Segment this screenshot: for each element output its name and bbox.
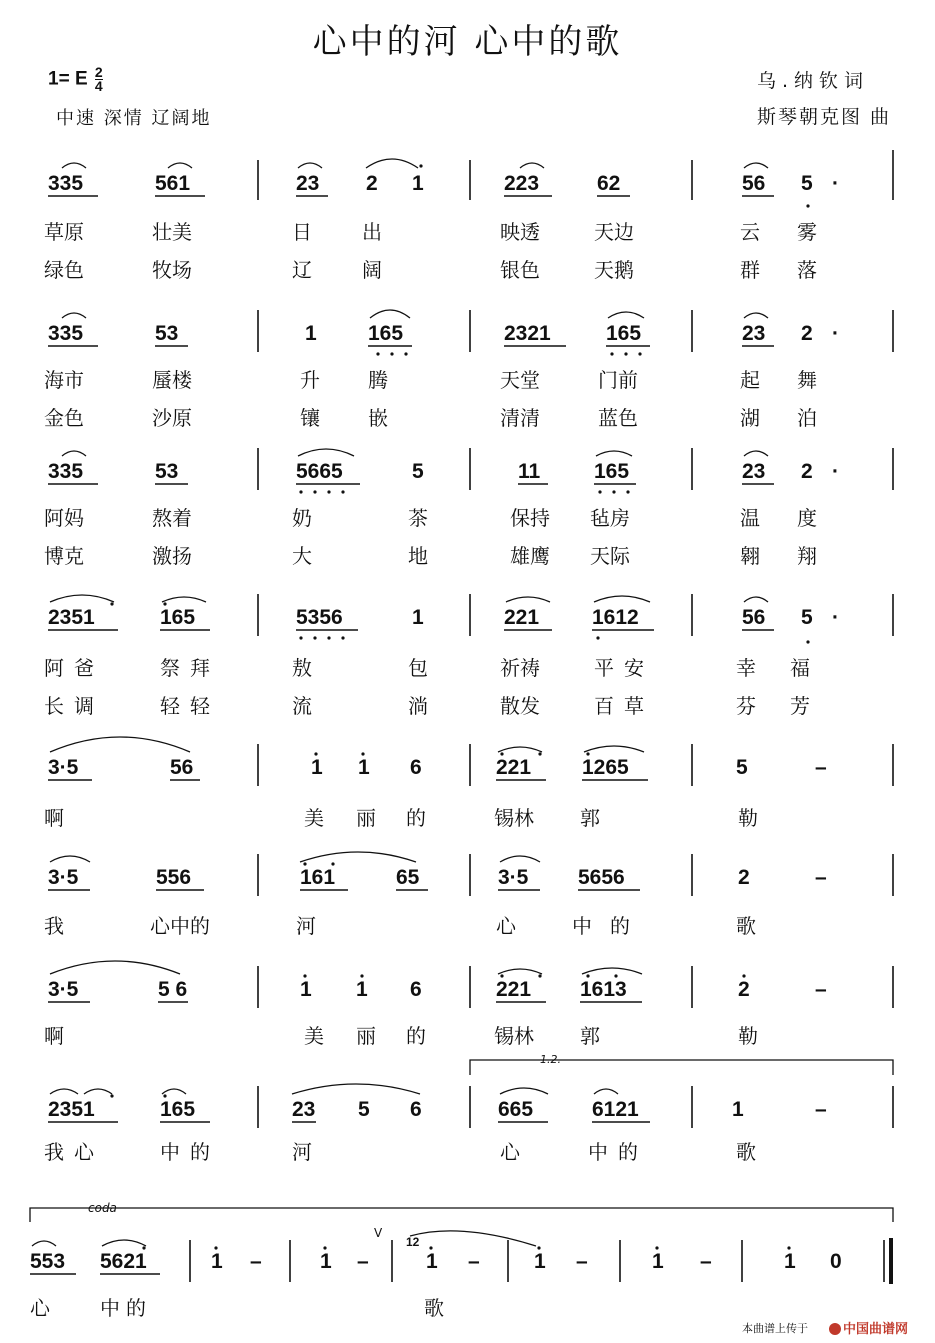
- lyric: 出: [362, 220, 382, 244]
- note-group: 1: [211, 1250, 223, 1273]
- note-group: 5621: [100, 1250, 147, 1273]
- lyric: 蜃楼: [152, 368, 192, 392]
- note-group: 23: [742, 460, 766, 483]
- note-group: 23: [296, 172, 320, 195]
- volta-brackets: [30, 1060, 893, 1222]
- lyric: 芳: [790, 694, 810, 718]
- dash-marker: –: [815, 756, 827, 779]
- volta-label: 1.2.: [540, 1053, 561, 1066]
- lyric: 保持: [510, 506, 550, 530]
- dot-marker: ·: [832, 606, 839, 629]
- note-group: 5: [736, 756, 748, 779]
- note-group: 2351: [48, 606, 95, 629]
- lyric: 起: [740, 368, 760, 392]
- note-group: 165: [368, 322, 404, 345]
- lyric: 包: [408, 656, 428, 680]
- note-group: 165: [160, 1098, 196, 1121]
- lyric: 勒: [738, 1024, 758, 1048]
- lyric: 雄鹰: [510, 544, 550, 568]
- lyric: 奶: [292, 506, 312, 530]
- final-barline: [889, 1238, 893, 1284]
- note-group: 556: [156, 866, 192, 889]
- note-group: 3·5: [48, 978, 79, 1001]
- note-group: 335: [48, 172, 84, 195]
- lyric: 阿爸: [44, 656, 104, 680]
- note-group: 1: [300, 978, 312, 1001]
- lyric: 牧场: [152, 258, 192, 282]
- note-group: 3·5: [48, 866, 79, 889]
- lyric: 博克: [44, 544, 84, 568]
- lyric: 啊: [44, 1024, 64, 1048]
- octave-dots: [110, 164, 809, 1249]
- tempo-marking: 中速 深情 辽阔地: [56, 108, 212, 129]
- note-group: 2: [738, 866, 750, 889]
- note-group: 1: [358, 756, 370, 779]
- note-group: 561: [155, 172, 191, 195]
- lyric: 翔: [797, 544, 817, 568]
- lyric: 美: [304, 1024, 324, 1048]
- lyric: 我心: [44, 1140, 104, 1164]
- lyric: 散发: [500, 694, 540, 718]
- note-group: 6: [410, 756, 422, 779]
- dash-marker: –: [815, 866, 827, 889]
- lyric: 雾: [797, 220, 817, 244]
- note-group: 2: [801, 460, 813, 483]
- lyric: 美: [304, 806, 324, 830]
- note-group: 6: [410, 978, 422, 1001]
- lyric: 河: [292, 1140, 312, 1164]
- lyric: 绿色: [44, 258, 84, 282]
- grace-notes: 12: [406, 1235, 420, 1249]
- breath-mark: V: [374, 1226, 383, 1240]
- note-group: 1: [652, 1250, 664, 1273]
- lyric: 阿妈: [44, 506, 84, 530]
- note-group: 5: [358, 1098, 370, 1121]
- dash-marker: –: [700, 1250, 712, 1273]
- lyric: 芬: [736, 694, 756, 718]
- note-group: 23: [742, 322, 766, 345]
- lyric: 中: [572, 914, 592, 938]
- lyric: 平安: [594, 656, 654, 680]
- lyric: 毡房: [590, 506, 630, 530]
- lyric: 草原: [44, 220, 84, 244]
- lyric: 湖: [740, 406, 760, 430]
- lyric: 勒: [738, 806, 758, 830]
- lyric: 云: [740, 220, 760, 244]
- note-group: 6: [410, 1098, 422, 1121]
- lyric: 泊: [797, 406, 817, 430]
- lyric: 辽: [292, 258, 312, 282]
- note-group: 553: [30, 1250, 66, 1273]
- lyric: 温: [740, 506, 760, 530]
- coda-label: coda: [88, 1201, 117, 1215]
- lyric: 的: [406, 1024, 426, 1048]
- key-label: 1= E: [48, 68, 88, 90]
- lyric: 天际: [590, 544, 630, 568]
- lyric: 度: [797, 506, 817, 530]
- lyric: 心: [30, 1296, 50, 1320]
- note-group: 1: [311, 756, 323, 779]
- note-group: 5: [412, 460, 424, 483]
- note-group: 335: [48, 322, 84, 345]
- dash-marker: –: [815, 978, 827, 1001]
- note-group: 165: [594, 460, 630, 483]
- lyric: 天鹅: [594, 258, 634, 282]
- dot-marker: ·: [832, 460, 839, 483]
- note-group: 1: [412, 172, 424, 195]
- lyric: 中的: [588, 1140, 648, 1164]
- note-group: 56: [742, 606, 766, 629]
- lyric: 熬着: [152, 506, 192, 530]
- dash-marker: –: [250, 1250, 262, 1273]
- lyric: 啊: [44, 806, 64, 830]
- note-group: 5356: [296, 606, 343, 629]
- note-group: 1612: [592, 606, 639, 629]
- lyric: 歌: [736, 1140, 756, 1164]
- lyric: 淌: [408, 694, 428, 718]
- lyric: 日: [292, 220, 312, 244]
- note-group: 2321: [504, 322, 551, 345]
- note-group: 5665: [296, 460, 343, 483]
- lyric: 轻轻: [160, 694, 220, 718]
- lyric: 腾: [368, 368, 388, 392]
- note-group: 335: [48, 460, 84, 483]
- note-group: 223: [504, 172, 540, 195]
- lyric: 大: [292, 544, 312, 568]
- dash-marker: –: [815, 1098, 827, 1121]
- note-group: 161: [300, 866, 336, 889]
- lyric: 群: [740, 258, 760, 282]
- dot-marker: ·: [832, 172, 839, 195]
- note-group: 5 6: [158, 978, 188, 1001]
- lyric: 阔: [362, 258, 382, 282]
- note-group: 56: [742, 172, 766, 195]
- lyricist-credit: 乌.纳钦词: [757, 70, 870, 92]
- note-group: 165: [606, 322, 642, 345]
- lyric: 落: [797, 258, 817, 282]
- lyric: 镶: [300, 406, 320, 430]
- note-group: 65: [396, 866, 420, 889]
- lyric: 丽: [356, 1024, 376, 1048]
- lyric: 清清: [500, 406, 540, 430]
- page-title: 心中的河 心中的歌: [312, 22, 623, 62]
- note-group: 5656: [578, 866, 625, 889]
- note-group: 1: [784, 1250, 796, 1273]
- note-group: 62: [597, 172, 621, 195]
- dash-marker: –: [357, 1250, 369, 1273]
- note-group: 2: [366, 172, 378, 195]
- lyric: 激扬: [152, 544, 192, 568]
- note-group: 6121: [592, 1098, 639, 1121]
- lyric: 心: [500, 1140, 520, 1164]
- lyric: 我: [44, 914, 64, 938]
- note-group: 1: [426, 1250, 438, 1273]
- upload-note: 本曲谱上传于: [742, 1322, 808, 1335]
- lyric: 长调: [44, 694, 104, 718]
- note-group: 23: [292, 1098, 316, 1121]
- lyric: 流: [292, 694, 312, 718]
- lyric: 沙原: [152, 406, 192, 430]
- note-group: 665: [498, 1098, 534, 1121]
- lyric: 的: [406, 806, 426, 830]
- note-group: 53: [155, 322, 179, 345]
- barlines: [190, 150, 893, 1282]
- note-group: 165: [160, 606, 196, 629]
- lyric: 福: [790, 656, 810, 680]
- lyric: 歌: [424, 1296, 444, 1320]
- note-group: 1: [320, 1250, 332, 1273]
- note-group: 1613: [580, 978, 627, 1001]
- lyric: 丽: [356, 806, 376, 830]
- lyric: 门前: [598, 368, 638, 392]
- lyric: 舞: [797, 368, 817, 392]
- logo-text: 中国曲谱网: [843, 1322, 909, 1337]
- lyric: 歌: [736, 914, 756, 938]
- note-group: 1265: [582, 756, 629, 779]
- lyric: 敖: [292, 656, 312, 680]
- lyric: 蓝色: [598, 406, 638, 430]
- note-group: 1: [305, 322, 317, 345]
- slurs: [32, 159, 768, 1246]
- note-group: 221: [496, 978, 532, 1001]
- note-group: 1: [732, 1098, 744, 1121]
- note-group: 11: [518, 460, 541, 483]
- lyric: 河: [296, 914, 316, 938]
- lyric: 翱: [740, 544, 760, 568]
- note-group: 5: [801, 606, 813, 629]
- lyric: 的: [610, 914, 630, 938]
- composer-credit: 斯琴朝克图 曲: [757, 106, 892, 128]
- note-group: 53: [155, 460, 179, 483]
- lyric: 心中的: [150, 914, 210, 938]
- dash-marker: –: [468, 1250, 480, 1273]
- lyric: 升: [300, 368, 320, 392]
- lyric: 幸: [736, 656, 756, 680]
- lyric: 地: [408, 544, 428, 568]
- lyric: 心: [496, 914, 516, 938]
- lyric: 壮美: [152, 220, 192, 244]
- note-group: 221: [504, 606, 540, 629]
- note-group: 56: [170, 756, 194, 779]
- note-group: 221: [496, 756, 532, 779]
- lyric: 映透: [500, 220, 540, 244]
- note-group: 1: [356, 978, 368, 1001]
- lyric: 海市: [44, 368, 84, 392]
- lyric: 郭: [580, 806, 600, 830]
- note-group: 2351: [48, 1098, 95, 1121]
- note-group: 3·5: [48, 756, 79, 779]
- lyric: 郭: [580, 1024, 600, 1048]
- lyric: 百草: [594, 694, 654, 718]
- note-group: 0: [830, 1250, 842, 1273]
- lyric: 中的: [160, 1140, 220, 1164]
- time-top: 2: [94, 64, 103, 80]
- time-bottom: 4: [94, 78, 103, 94]
- lyric: 中的: [100, 1296, 152, 1320]
- note-group: 2: [738, 978, 750, 1001]
- underlines: [30, 196, 774, 1274]
- note-group: 1: [534, 1250, 546, 1273]
- lyric: 锡林: [494, 1024, 534, 1048]
- lyric: 金色: [44, 406, 84, 430]
- lyric: 银色: [500, 258, 540, 282]
- lyric: 嵌: [368, 406, 388, 430]
- lyric: 祈祷: [500, 656, 540, 680]
- lyric: 茶: [408, 506, 428, 530]
- note-group: 5: [801, 172, 813, 195]
- dot-marker: ·: [832, 322, 839, 345]
- lyric: 祭拜: [160, 656, 220, 680]
- lyric: 锡林: [494, 806, 534, 830]
- note-group: 3·5: [498, 866, 529, 889]
- dash-marker: –: [576, 1250, 588, 1273]
- note-group: 2: [801, 322, 813, 345]
- note-group: 1: [412, 606, 424, 629]
- lyric: 天堂: [500, 368, 540, 392]
- lyric: 天边: [594, 220, 634, 244]
